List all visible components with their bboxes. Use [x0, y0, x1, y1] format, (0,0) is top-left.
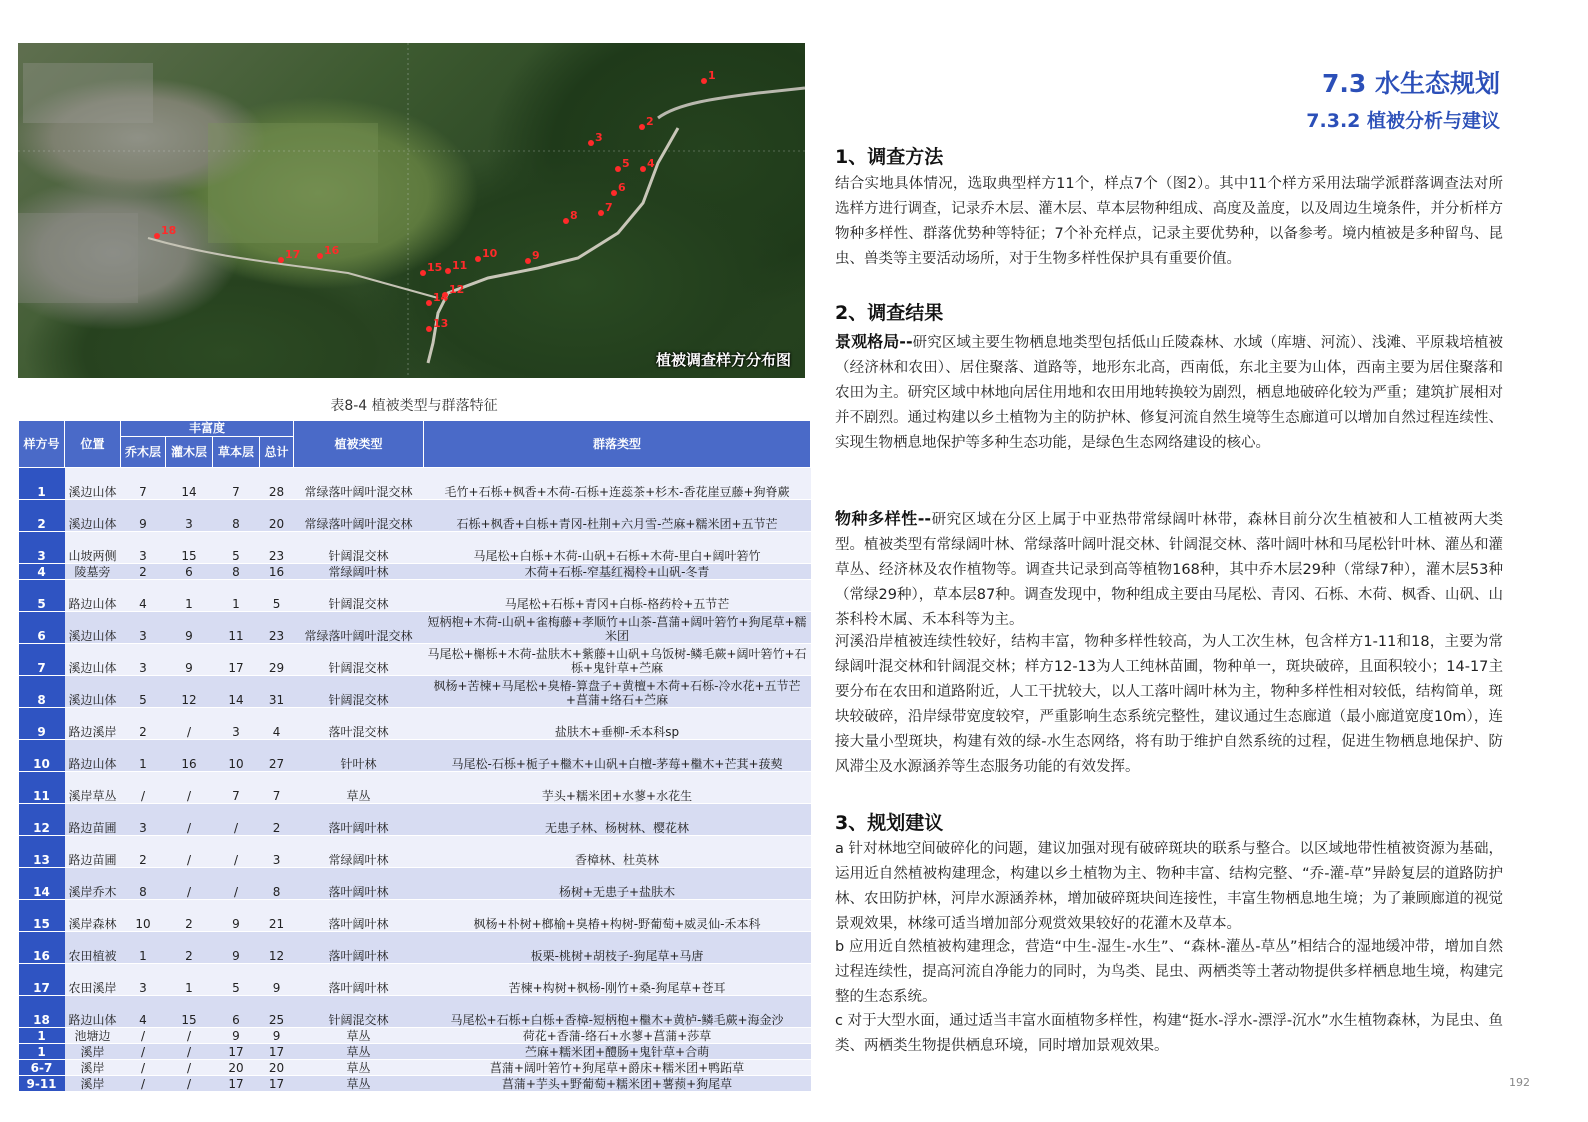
cell-sample-no: 3 [19, 532, 65, 564]
header-tree: 乔木层 [121, 437, 166, 468]
table-row [19, 932, 811, 964]
cell-location: 溪边山体 [65, 468, 121, 500]
sample-point-marker [639, 124, 645, 130]
cell-total: 25 [260, 996, 294, 1028]
cell-tree: 3 [121, 964, 166, 996]
sample-point-marker [278, 257, 284, 263]
cell-shrub: / [166, 708, 213, 740]
cell-location: 溪岸 [65, 1044, 121, 1060]
cell-sample-no: 11 [19, 772, 65, 804]
sample-point-label: 2 [646, 115, 654, 128]
cell-community: 香樟林、杜英林 [424, 836, 811, 868]
cell-veg-type: 常绿落叶阔叶混交林 [294, 612, 424, 644]
cell-herb: 10 [213, 740, 260, 772]
table-caption: 表8-4 植被类型与群落特征 [330, 398, 498, 414]
cell-community: 苦楝+构树+枫杨-刚竹+桑-狗尾草+苍耳 [424, 964, 811, 996]
sample-point-label: 15 [427, 261, 443, 274]
cell-herb: 17 [213, 1044, 260, 1060]
cell-shrub: / [166, 1060, 213, 1076]
cell-sample-no: 8 [19, 676, 65, 708]
cell-community: 枫杨+朴树+榔榆+臭椿+构树-野葡萄+威灵仙-禾本科 [424, 900, 811, 932]
cell-community: 无患子林、杨树林、樱花林 [424, 804, 811, 836]
table-row [19, 1044, 811, 1060]
cell-shrub: 15 [166, 996, 213, 1028]
sample-point-label: 12 [449, 283, 465, 296]
cell-shrub: 1 [166, 964, 213, 996]
cell-tree: / [121, 772, 166, 804]
sample-point-label: 13 [433, 317, 449, 330]
map-overlay [18, 43, 805, 378]
cell-location: 溪岸森林 [65, 900, 121, 932]
cell-shrub: 9 [166, 612, 213, 644]
biodiversity-text [835, 506, 1503, 633]
cell-shrub: / [166, 836, 213, 868]
cell-total: 21 [260, 900, 294, 932]
cell-location: 溪边山体 [65, 612, 121, 644]
cell-location: 溪边山体 [65, 500, 121, 532]
cell-herb: 17 [213, 1076, 260, 1092]
cell-community: 芋头+糯米团+水蓼+水花生 [424, 772, 811, 804]
cell-total: 23 [260, 612, 294, 644]
header-herb: 草本层 [213, 437, 260, 468]
sample-point-label: 6 [618, 181, 626, 194]
cell-tree: 1 [121, 932, 166, 964]
sample-point-marker [588, 140, 594, 146]
cell-veg-type: 常绿阔叶林 [294, 564, 424, 580]
sample-point-marker [154, 233, 160, 239]
cell-shrub: 6 [166, 564, 213, 580]
cell-location: 溪岸草丛 [65, 772, 121, 804]
cell-veg-type: 针阔混交林 [294, 532, 424, 564]
cell-community: 荷花+香蒲-络石+水蓼+菖蒲+莎草 [424, 1028, 811, 1044]
cell-total: 16 [260, 564, 294, 580]
cell-location: 溪边山体 [65, 676, 121, 708]
cell-veg-type: 针阔混交林 [294, 644, 424, 676]
cell-total: 5 [260, 580, 294, 612]
cell-tree: 2 [121, 708, 166, 740]
sample-point-label: 9 [532, 249, 540, 262]
cell-total: 17 [260, 1076, 294, 1092]
sample-point-marker [615, 166, 621, 172]
cell-herb: 20 [213, 1060, 260, 1076]
cell-tree: 2 [121, 836, 166, 868]
cell-location: 路边溪岸 [65, 708, 121, 740]
cell-herb: / [213, 868, 260, 900]
cell-shrub: / [166, 1028, 213, 1044]
cell-community: 马尾松+石栎+白栎+香樟-短柄枹+檵木+黄栌-鳞毛蕨+海金沙 [424, 996, 811, 1028]
cell-herb: 1 [213, 580, 260, 612]
cell-total: 27 [260, 740, 294, 772]
sample-point-label: 16 [324, 244, 340, 257]
cell-tree: 5 [121, 676, 166, 708]
cell-shrub: 12 [166, 676, 213, 708]
cell-total: 3 [260, 836, 294, 868]
sample-point-marker [563, 218, 569, 224]
cell-sample-no: 2 [19, 500, 65, 532]
cell-total: 9 [260, 964, 294, 996]
cell-tree: 4 [121, 580, 166, 612]
cell-veg-type: 针阔混交林 [294, 996, 424, 1028]
table-row [19, 580, 811, 612]
cell-herb: 17 [213, 644, 260, 676]
cell-sample-no: 9-11 [19, 1076, 65, 1092]
table-body [19, 468, 811, 1092]
cell-herb: 5 [213, 964, 260, 996]
cell-veg-type: 常绿阔叶林 [294, 836, 424, 868]
sample-point-marker [598, 210, 604, 216]
cell-total: 8 [260, 868, 294, 900]
sample-point-label: 14 [433, 291, 449, 304]
table-row [19, 708, 811, 740]
cell-total: 23 [260, 532, 294, 564]
cell-shrub: 9 [166, 644, 213, 676]
cell-total: 31 [260, 676, 294, 708]
sample-point-marker [525, 258, 531, 264]
cell-community: 枫杨+苦楝+马尾松+臭椿-算盘子+黄檀+木荷+石栎-冷水花+五节芒+菖蒲+络石+苎麻 [424, 676, 811, 708]
table-row [19, 532, 811, 564]
cell-tree: 3 [121, 532, 166, 564]
biodiversity-body: 研究区域在分区上属于中亚热带常绿阔叶林带，森林目前分次生植被和人工植被两大类型。植被类型有常绿阔叶林、常绿落叶阔叶混交林、针阔混交林、落叶阔叶林和马尾松针叶林、灌丛和灌草丛、经济林及农作植物等。调查共记录到高等植物168种，其中乔木层29种（常绿7种），灌木层53种（常绿29种），草本层87种。调查发现中，物种组成主要由马尾松、青冈、石栎、木荷、枫香、山矾、山茶科柃木属、禾本科等为主。 [835, 512, 1503, 628]
cell-sample-no: 12 [19, 804, 65, 836]
cell-tree: / [121, 1044, 166, 1060]
table-row [19, 1060, 811, 1076]
cell-tree: 9 [121, 500, 166, 532]
sample-point-label: 11 [452, 259, 468, 272]
header-community: 群落类型 [424, 421, 811, 468]
cell-location: 池塘边 [65, 1028, 121, 1044]
sample-point-label: 18 [161, 224, 177, 237]
cell-sample-no: 17 [19, 964, 65, 996]
cell-herb: 14 [213, 676, 260, 708]
cell-sample-no: 16 [19, 932, 65, 964]
sample-point-label: 5 [622, 157, 630, 170]
section-title: 7.3 水生态规划 [1322, 69, 1500, 98]
recommendation-a: a 针对林地空间破碎化的问题，建议加强对现有破碎斑块的联系与整合。以区域地带性植被资源为基础，运用近自然植被构建理念，构建以乡土植物为主、物种丰富、结构完整、“乔-灌-草”异龄复层的道路防护林、农田防护林，河岸水源涵养林，增加破碎斑块间连接性，丰富生物栖息地生境；为了兼顾廊道的视觉景观效果，林缘可适当增加部分观赏效果较好的花灌木及草本。 [835, 841, 1503, 932]
cell-tree: / [121, 1076, 166, 1092]
map-stream-ne [658, 88, 805, 118]
map-title: 植被调查样方分布图 [655, 351, 791, 369]
landscape-pattern-body: 研究区域主要生物栖息地类型包括低山丘陵森林、水域（库塘、河流）、浅滩、平原栽培植被（经济林和农田）、居住聚落、道路等，地形东北高，西南低，东北主要为山体，西南主要为居住聚落和农田为主。研究区域中林地向居住用地和农田用地转换较为剧烈，栖息地破碎化较为严重；建筑扩展相对并不剧烈。通过构建以乡土植物为主的防护林、修复河流自然生境等生态廊道可以增加自然过程连续性、实现生物栖息地保护等多种生态功能，是绿色生态网络建设的核心。 [835, 335, 1503, 451]
heading-survey-results: 2、调查结果 [835, 302, 944, 324]
sample-point-marker [475, 256, 481, 262]
cell-location: 路边山体 [65, 580, 121, 612]
cell-sample-no: 10 [19, 740, 65, 772]
map-farmland [208, 123, 378, 243]
cell-sample-no: 15 [19, 900, 65, 932]
recommendation-b: b 应用近自然植被构建理念，营造“中生-湿生-水生”、“森林-灌丛-草丛”相结合的湿地缓冲带，增加自然过程连续性，提高河流自净能力的同时，为鸟类、昆虫、两栖类等土著动物提供多样栖息地生境，构建完整的生态系统。 [835, 939, 1503, 1005]
cell-location: 山坡两侧 [65, 532, 121, 564]
cell-herb: 7 [213, 468, 260, 500]
cell-herb: 9 [213, 932, 260, 964]
sample-point-label: 8 [570, 209, 578, 222]
cell-tree: 3 [121, 804, 166, 836]
cell-community: 马尾松+白栎+木荷-山矾+石栎+木荷-里白+阔叶箬竹 [424, 532, 811, 564]
cell-herb: 9 [213, 900, 260, 932]
cell-sample-no: 6 [19, 612, 65, 644]
table-row [19, 836, 811, 868]
heading-recommendations: 3、规划建议 [835, 812, 944, 834]
cell-veg-type: 落叶阔叶林 [294, 900, 424, 932]
cell-tree: / [121, 1028, 166, 1044]
cell-herb: 3 [213, 708, 260, 740]
cell-total: 20 [260, 1060, 294, 1076]
cell-location: 路边苗圃 [65, 804, 121, 836]
sample-point-label: 1 [708, 69, 716, 82]
cell-sample-no: 13 [19, 836, 65, 868]
cell-sample-no: 4 [19, 564, 65, 580]
table-row [19, 564, 811, 580]
recommendation-c: c 对于大型水面，通过适当丰富水面植物多样性，构建“挺水-浮水-漂浮-沉水”水生植物森林，为昆虫、鱼类、两栖类生物提供栖息环境，同时增加景观效果。 [835, 1013, 1503, 1054]
cell-veg-type: 落叶阔叶林 [294, 964, 424, 996]
table-row [19, 900, 811, 932]
cell-total: 28 [260, 468, 294, 500]
cell-herb: 8 [213, 500, 260, 532]
table-row [19, 804, 811, 836]
cell-shrub: / [166, 1076, 213, 1092]
sample-point-marker [701, 78, 707, 84]
sample-point-marker [611, 190, 617, 196]
cell-sample-no: 1 [19, 1028, 65, 1044]
sample-point-marker [640, 166, 646, 172]
cell-veg-type: 落叶阔叶林 [294, 932, 424, 964]
cell-community: 短柄枹+木荷-山矾+雀梅藤+孝顺竹+山茶-菖蒲+阔叶箬竹+狗尾草+糯米团 [424, 612, 811, 644]
cell-sample-no: 1 [19, 468, 65, 500]
sample-point-label: 4 [647, 157, 655, 170]
sample-point-label: 3 [595, 131, 603, 144]
cell-shrub: 16 [166, 740, 213, 772]
cell-total: 20 [260, 500, 294, 532]
cell-location: 农田溪岸 [65, 964, 121, 996]
cell-veg-type: 常绿落叶阔叶混交林 [294, 500, 424, 532]
cell-community: 马尾松+槲栎+木荷-盐肤木+紫藤+山矾+乌饭树-鳞毛蕨+阔叶箬竹+石栎+鬼针草+苎麻 [424, 644, 811, 676]
cell-veg-type: 落叶阔叶林 [294, 804, 424, 836]
cell-shrub: / [166, 804, 213, 836]
cell-shrub: / [166, 868, 213, 900]
landscape-pattern-text [835, 329, 1503, 456]
cell-sample-no: 7 [19, 644, 65, 676]
cell-tree: 3 [121, 644, 166, 676]
cell-veg-type: 草丛 [294, 1060, 424, 1076]
cell-community: 木荷+石栎-窄基红褐柃+山矾-冬青 [424, 564, 811, 580]
heading-survey-method: 1、调查方法 [835, 146, 944, 168]
cell-veg-type: 草丛 [294, 772, 424, 804]
cell-location: 路边山体 [65, 740, 121, 772]
section-subtitle: 7.3.2 植被分析与建议 [1306, 110, 1500, 132]
cell-herb: 11 [213, 612, 260, 644]
cell-shrub: / [166, 772, 213, 804]
cell-herb: 5 [213, 532, 260, 564]
survey-map [18, 43, 805, 378]
cell-community: 杨树+无患子+盐肤木 [424, 868, 811, 900]
cell-location: 路边山体 [65, 996, 121, 1028]
cell-herb: / [213, 804, 260, 836]
sample-point-marker [426, 326, 432, 332]
cell-sample-no: 14 [19, 868, 65, 900]
cell-tree: 8 [121, 868, 166, 900]
header-shrub: 灌木层 [166, 437, 213, 468]
cell-herb: 9 [213, 1028, 260, 1044]
sample-point-label: 7 [605, 201, 613, 214]
cell-shrub: 2 [166, 900, 213, 932]
cell-total: 17 [260, 1044, 294, 1060]
table-row [19, 1028, 811, 1044]
cell-community: 毛竹+石栎+枫香+木荷-石栎+连蕊茶+杉木-香花崖豆藤+狗脊蕨 [424, 468, 811, 500]
survey-method-text: 结合实地具体情况，选取典型样方11个，样点7个（图2）。其中11个样方采用法瑞学派群落调查法对所选样方进行调查，记录乔木层、灌木层、草本层物种组成、高度及盖度，以及周边生境条件，并分析样方物种多样性、群落优势种等特征；7个补充样点，记录主要优势种，以备参考。境内植被是多种留鸟、昆虫、兽类等主要活动场所，对于生物多样性保护具有重要价值。 [835, 176, 1503, 267]
cell-tree: 4 [121, 996, 166, 1028]
vegetation-table [18, 420, 811, 1092]
cell-tree: 2 [121, 564, 166, 580]
cell-shrub: 3 [166, 500, 213, 532]
cell-community: 石栎+枫香+白栎+青冈-杜荆+六月雪-苎麻+糯米团+五节芒 [424, 500, 811, 532]
cell-tree: 3 [121, 612, 166, 644]
cell-tree: 10 [121, 900, 166, 932]
table-row [19, 468, 811, 500]
cell-shrub: 15 [166, 532, 213, 564]
cell-community: 菖蒲+芋头+野葡萄+糯米团+薯蓣+狗尾草 [424, 1076, 811, 1092]
riparian-text: 河溪沿岸植被连续性较好，结构丰富，物种多样性较高，为人工次生林，包含样方1-11和18，主要为常绿阔叶混交林和针阔混交林；样方12-13为人工纯林苗圃，物种单一，斑块破碎，且面积较小；14-17主要分布在农田和道路附近，人工干扰较大，以人工落叶阔叶林为主，物种多样性相对较低，结构简单，斑块较破碎，沿岸绿带宽度较窄，严重影响生态系统完整性，建议通过生态廊道（最小廊道宽度10m），连接大量小型斑块，构建有效的绿-水生态网络，将有助于维护自然系统的过程，促进生物栖息地保护、防风滞尘及水源涵养等生态服务功能的有效发挥。 [835, 634, 1503, 775]
header-total: 总计 [260, 437, 294, 468]
table-row [19, 644, 811, 676]
sample-point-marker [420, 270, 426, 276]
sample-point-label: 10 [482, 247, 498, 260]
cell-veg-type: 草丛 [294, 1044, 424, 1060]
cell-location: 溪岸 [65, 1060, 121, 1076]
cell-tree: 7 [121, 468, 166, 500]
cell-shrub: 1 [166, 580, 213, 612]
table-row [19, 964, 811, 996]
table-row [19, 996, 811, 1028]
cell-total: 2 [260, 804, 294, 836]
cell-sample-no: 5 [19, 580, 65, 612]
cell-herb: / [213, 836, 260, 868]
table-row [19, 868, 811, 900]
cell-total: 29 [260, 644, 294, 676]
header-richness: 丰富度 [121, 421, 294, 437]
cell-sample-no: 9 [19, 708, 65, 740]
cell-veg-type: 落叶混交林 [294, 708, 424, 740]
page-number: 192 [1509, 1076, 1530, 1089]
cell-location: 溪岸 [65, 1076, 121, 1092]
cell-sample-no: 1 [19, 1044, 65, 1060]
cell-herb: 7 [213, 772, 260, 804]
sample-point-marker [426, 300, 432, 306]
header-no: 样方号 [19, 421, 65, 468]
cell-veg-type: 针阔混交林 [294, 676, 424, 708]
table-row [19, 772, 811, 804]
cell-shrub: / [166, 1044, 213, 1060]
map-village-block [18, 213, 138, 303]
cell-community: 马尾松-石栎+栀子+檵木+山矾+白檀-茅莓+檵木+芒萁+菝葜 [424, 740, 811, 772]
cell-veg-type: 落叶阔叶林 [294, 868, 424, 900]
table-row [19, 500, 811, 532]
cell-herb: 6 [213, 996, 260, 1028]
sample-point-marker [445, 268, 451, 274]
cell-community: 马尾松+石栎+青冈+白栎-格药柃+五节芒 [424, 580, 811, 612]
cell-location: 溪边山体 [65, 644, 121, 676]
sample-point-marker [317, 253, 323, 259]
table-row [19, 612, 811, 644]
table-row [19, 1076, 811, 1092]
cell-veg-type: 草丛 [294, 1028, 424, 1044]
map-road-west [148, 238, 438, 298]
cell-community: 盐肤木+垂柳-禾本科sp [424, 708, 811, 740]
cell-sample-no: 18 [19, 996, 65, 1028]
landscape-pattern-lead: 景观格局-- [835, 332, 913, 351]
biodiversity-lead: 物种多样性-- [835, 509, 932, 528]
cell-veg-type: 常绿落叶阔叶混交林 [294, 468, 424, 500]
cell-sample-no: 6-7 [19, 1060, 65, 1076]
cell-herb: 8 [213, 564, 260, 580]
cell-location: 路边苗圃 [65, 836, 121, 868]
cell-location: 陵墓旁 [65, 564, 121, 580]
map-road [428, 128, 678, 363]
header-location: 位置 [65, 421, 121, 468]
cell-community: 苎麻+糯米团+醴肠+鬼针草+合萌 [424, 1044, 811, 1060]
cell-shrub: 2 [166, 932, 213, 964]
cell-veg-type: 针叶林 [294, 740, 424, 772]
cell-tree: / [121, 1060, 166, 1076]
cell-location: 溪岸乔木 [65, 868, 121, 900]
cell-community: 菖蒲+阔叶箬竹+狗尾草+爵床+糯米团+鸭跖草 [424, 1060, 811, 1076]
cell-total: 9 [260, 1028, 294, 1044]
cell-total: 12 [260, 932, 294, 964]
cell-shrub: 14 [166, 468, 213, 500]
sample-point-label: 17 [285, 248, 301, 261]
cell-location: 农田植被 [65, 932, 121, 964]
header-veg-type: 植被类型 [294, 421, 424, 468]
cell-community: 板栗-桃树+胡枝子-狗尾草+马唐 [424, 932, 811, 964]
cell-veg-type: 草丛 [294, 1076, 424, 1092]
cell-total: 7 [260, 772, 294, 804]
cell-total: 4 [260, 708, 294, 740]
cell-veg-type: 针阔混交林 [294, 580, 424, 612]
table-row [19, 740, 811, 772]
table-row [19, 676, 811, 708]
map-urban-block [23, 63, 153, 123]
cell-tree: 1 [121, 740, 166, 772]
